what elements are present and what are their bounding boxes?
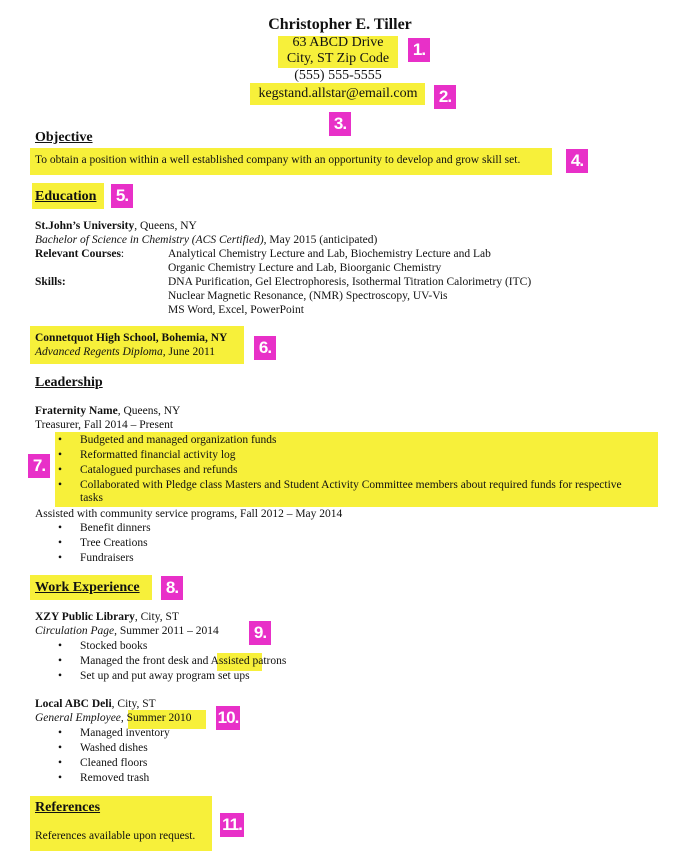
deli-location: , City, ST: [111, 698, 156, 710]
treasurer-bullet-2: • Reformatted financial activity log: [80, 449, 236, 461]
education-heading: Education: [35, 189, 97, 204]
course-line-1: Analytical Chemistry Lecture and Lab, Biochemistry Lecture and Lab: [168, 248, 491, 260]
degree-line: [35, 234, 377, 246]
fraternity-name: Fraternity Name: [35, 405, 118, 417]
courses-label-colon: :: [120, 248, 125, 260]
skill-line-3: MS Word, Excel, PowerPoint: [168, 304, 304, 316]
marker-1: 1.: [408, 38, 430, 62]
library-bullet-1: • Stocked books: [80, 640, 147, 652]
library-dates: , Summer 2011 – 2014: [114, 625, 219, 637]
deli-role: General Employee,: [35, 712, 124, 724]
fraternity-location: , Queens, NY: [117, 405, 181, 417]
marker-3: 3.: [329, 112, 351, 136]
library-bullet-2-highlight: Assisted: [210, 655, 250, 667]
service-bullet-1: • Benefit dinners: [80, 522, 151, 534]
objective-text: To obtain a position within a well established company with an opportunity to develop and grow skill set.: [35, 154, 521, 166]
library-name: XZY Public Library: [35, 611, 135, 623]
deli-bullet-2: • Washed dishes: [80, 742, 148, 754]
deli-dates: Summer 2010: [123, 712, 192, 724]
library-location: , City, ST: [134, 611, 179, 623]
references-heading: References: [35, 800, 101, 815]
work-experience-heading: Work Experience: [35, 580, 140, 595]
treasurer-bullet-3: • Catalogued purchases and refunds: [80, 464, 237, 476]
degree-title: Bachelor of Science in Chemistry (ACS Certified): [35, 234, 264, 246]
address-line-2: City, ST Zip Code: [286, 51, 390, 66]
university-line: [35, 220, 197, 232]
library-bullet-3: • Set up and put away program set ups: [80, 670, 250, 682]
treasurer-role: Treasurer, Fall 2014 – Present: [35, 419, 174, 431]
objective-heading: Objective: [35, 130, 93, 145]
marker-5: 5.: [111, 184, 133, 208]
treasurer-bullet-1: • Budgeted and managed organization funds: [80, 434, 277, 446]
community-service-role: Assisted with community service programs, Fall 2012 – May 2014: [35, 508, 343, 520]
phone-number: (555) 555-5555: [294, 68, 382, 83]
high-school-name: Connetquot High School, Bohemia, NY: [35, 332, 228, 344]
deli-bullet-4: • Removed trash: [80, 772, 149, 784]
diploma-date: June 2011: [165, 346, 216, 358]
skill-line-2: Nuclear Magnetic Resonance, (NMR) Spectroscopy, UV-Vis: [168, 290, 448, 302]
diploma-title: Advanced Regents Diploma,: [35, 346, 166, 358]
skill-line-1: DNA Purification, Gel Electrophoresis, Isothermal Titration Calorimetry (ITC): [168, 276, 532, 288]
degree-date: , May 2015 (anticipated): [263, 234, 378, 246]
service-bullet-3: • Fundraisers: [80, 552, 134, 564]
email-address: kegstand.allstar@email.com: [258, 86, 418, 101]
marker-4: 4.: [566, 149, 588, 173]
marker-2: 2.: [434, 85, 456, 109]
deli-bullet-1: • Managed inventory: [80, 727, 170, 739]
leadership-heading: Leadership: [35, 375, 103, 390]
marker-11: 11.: [220, 813, 244, 837]
skills-label: Skills:: [35, 276, 66, 288]
marker-7: 7.: [28, 454, 50, 478]
marker-8: 8.: [161, 576, 183, 600]
library-bullet-2-post: patrons: [249, 655, 287, 667]
deli-line: [35, 698, 156, 710]
references-text: References available upon request.: [35, 830, 196, 842]
deli-bullet-3: • Cleaned floors: [80, 757, 147, 769]
treasurer-bullet-4-cont: tasks: [80, 492, 103, 504]
deli-name: Local ABC Deli: [35, 698, 112, 710]
university-name: St.John’s University: [35, 220, 135, 232]
university-location: , Queens, NY: [134, 220, 197, 232]
courses-label: [35, 248, 124, 260]
library-role: Circulation Page: [35, 625, 115, 637]
courses-label-text: Relevant Courses: [35, 248, 121, 260]
library-line: [35, 611, 179, 623]
deli-role-line: [35, 712, 192, 724]
fraternity-line: [35, 405, 180, 417]
address-line-1: 63 ABCD Drive: [292, 35, 384, 50]
diploma-line: [35, 346, 215, 358]
library-role-line: [35, 625, 219, 637]
treasurer-bullet-4: • Collaborated with Pledge class Masters and Student Activity Committee members about required funds for respective: [80, 479, 622, 491]
library-bullet-2-pre: Managed the front desk and: [80, 655, 211, 667]
marker-9: 9.: [249, 621, 271, 645]
marker-6: 6.: [254, 336, 276, 360]
library-bullet-2: [80, 655, 286, 667]
candidate-name: Christopher E. Tiller: [268, 16, 412, 33]
marker-10: 10.: [216, 706, 240, 730]
service-bullet-2: • Tree Creations: [80, 537, 148, 549]
course-line-2: Organic Chemistry Lecture and Lab, Bioorganic Chemistry: [168, 262, 442, 274]
